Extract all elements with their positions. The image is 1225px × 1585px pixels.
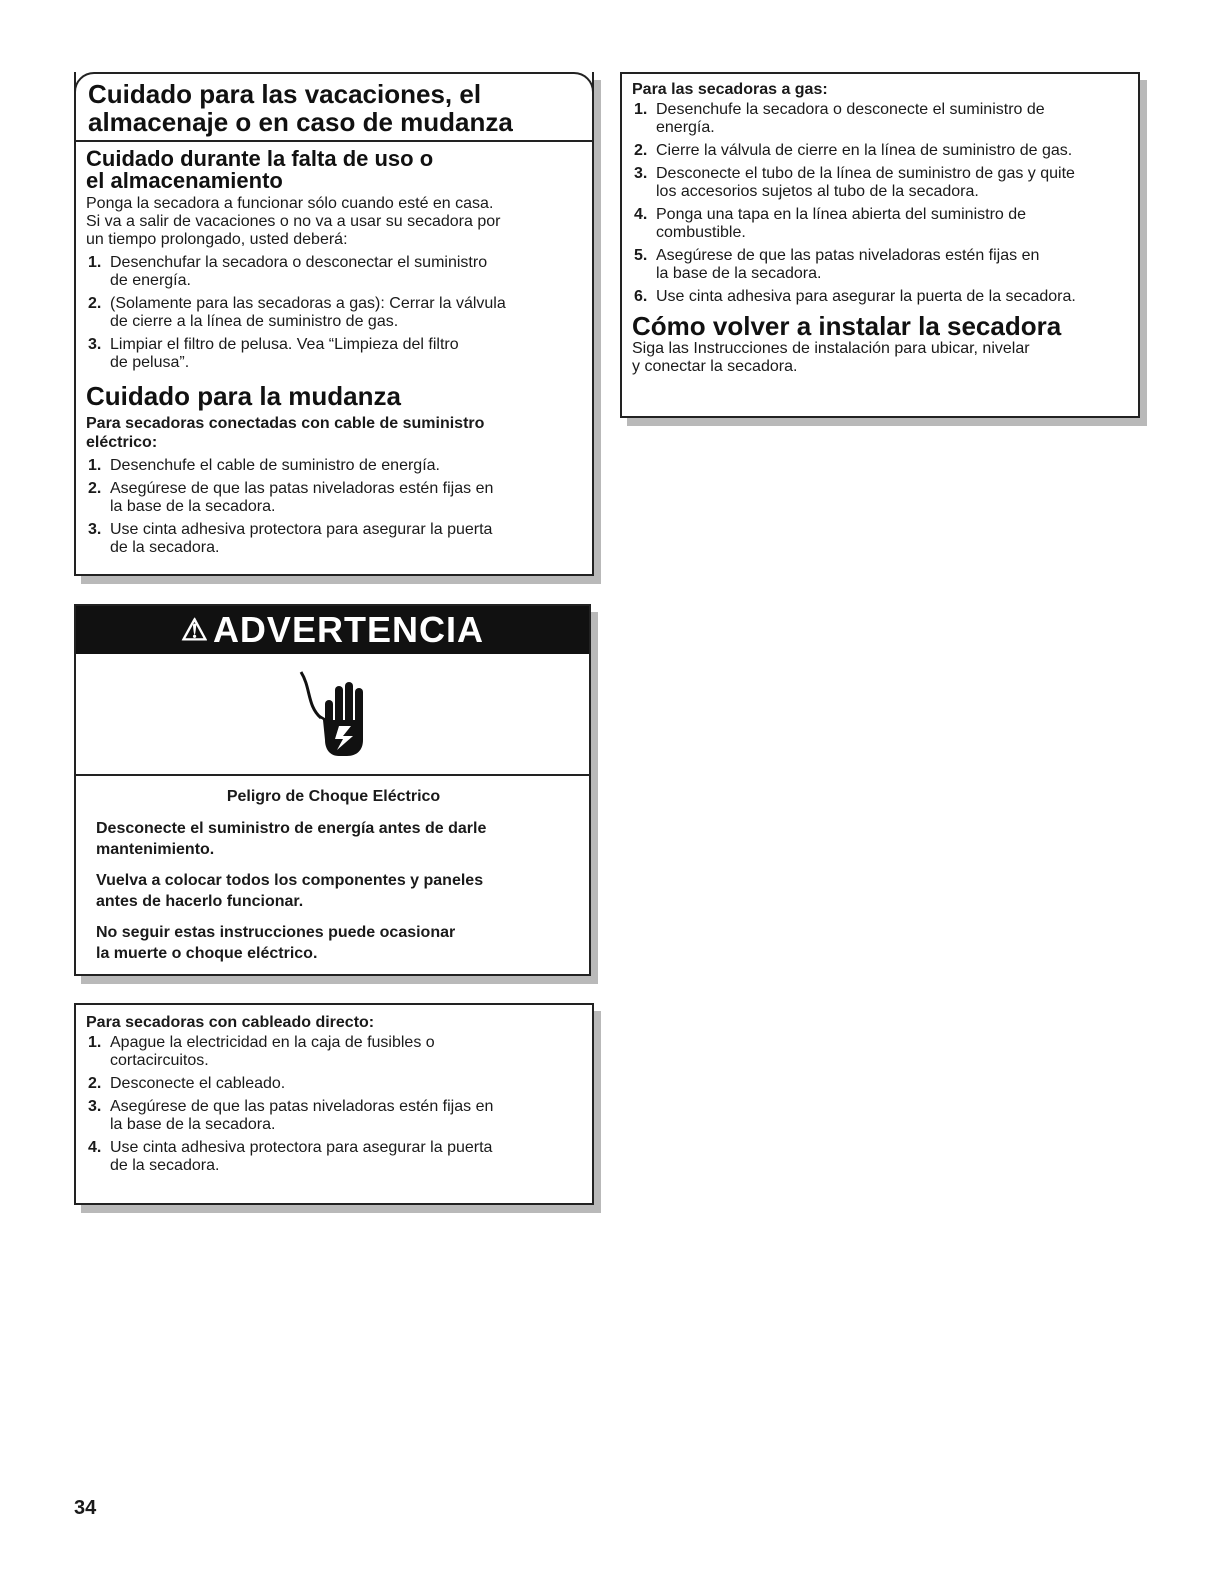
direct-wire-section <box>86 1013 580 1175</box>
list-item: 3. Use cinta adhesiva protectora para asegurar la puerta de la secadora. <box>88 521 493 556</box>
direct-wire-box <box>74 1003 594 1205</box>
warning-line: Vuelva a colocar todos los componentes y paneles antes de hacerlo funcionar. <box>96 872 484 910</box>
list-item: 2. Desconecte el cableado. <box>88 1075 286 1092</box>
list-item: 2. Asegúrese de que las patas niveladoras estén fijas en la base de la secadora. <box>88 480 494 515</box>
list-item: 2. Cierre la válvula de cierre en la línea de suministro de gas. <box>634 142 1073 159</box>
list-item: 1. Apague la electricidad en la caja de fusibles o cortacircuitos. <box>88 1034 435 1069</box>
list-item: 1. Desenchufe la secadora o desconecte el suministro de energía. <box>634 101 1045 136</box>
page-number: 34 <box>74 1497 97 1519</box>
list-item: 3. Limpiar el filtro de pelusa. Vea “Limpieza del filtro de pelusa”. <box>88 336 459 371</box>
storage-heading: Cuidado durante la falta de uso o el almacenamiento <box>86 146 434 193</box>
direct-wire-steps <box>86 1034 580 1175</box>
electric-subheading: Para secadoras conectadas con cable de suministro eléctrico: <box>86 415 485 451</box>
list-item: 4. Ponga una tapa en la línea abierta del suministro de combustible. <box>634 206 1027 241</box>
warning-line: No seguir estas instrucciones puede ocasionar la muerte o choque eléctrico. <box>96 924 456 962</box>
reinstall-heading: Cómo volver a instalar la secadora <box>632 311 1062 341</box>
storage-moving-box <box>74 72 594 576</box>
warning-subtitle: Peligro de Choque Eléctrico <box>226 788 441 805</box>
list-item: 3. Desconecte el tubo de la línea de suministro de gas y quite los accesorios sujetos al tubo de la secadora. <box>634 165 1075 200</box>
gas-heading: Para las secadoras a gas: <box>632 81 828 98</box>
list-item: 2. (Solamente para las secadoras a gas): Cerrar la válvula de cierre a la línea de suministro de gas. <box>88 295 506 330</box>
list-item: 1. Desenchufe el cable de suministro de energía. <box>88 457 440 474</box>
electric-steps <box>86 457 580 557</box>
warning-triangle-icon: ⚠ <box>181 613 209 647</box>
warning-body <box>76 776 589 964</box>
warning-header <box>76 606 589 654</box>
direct-wire-heading: Para secadoras con cableado directo: <box>86 1014 375 1031</box>
storage-intro: Ponga la secadora a funcionar sólo cuando esté en casa. Si va a salir de vacaciones o no va a usar su secadora por un tiempo prolongado, usted deberá: <box>86 195 501 248</box>
list-item: 5. Asegúrese de que las patas niveladoras estén fijas en la base de la secadora. <box>634 247 1040 282</box>
list-item: 4. Use cinta adhesiva protectora para asegurar la puerta de la secadora. <box>88 1139 493 1174</box>
gas-steps <box>632 101 1126 306</box>
list-item: 1. Desenchufar la secadora o desconectar el suministro de energía. <box>88 254 488 289</box>
reinstall-text: Siga las Instrucciones de instalación para ubicar, nivelar y conectar la secadora. <box>632 340 1030 375</box>
main-title-tab <box>74 72 594 142</box>
warning-symbol-area <box>76 654 589 776</box>
list-item: 3. Asegúrese de que las patas niveladoras estén fijas en la base de la secadora. <box>88 1098 494 1133</box>
gas-section <box>632 80 1126 376</box>
warning-line: Desconecte el suministro de energía antes de darle mantenimiento. <box>96 820 487 858</box>
gas-dryer-box <box>620 72 1140 418</box>
moving-heading: Cuidado para la mudanza <box>86 381 401 411</box>
warning-box <box>74 604 591 976</box>
electric-shock-hand-icon <box>295 666 371 762</box>
page-title: Cuidado para las vacaciones, el almacenaje o en caso de mudanza <box>88 79 513 137</box>
warning-header-text: ADVERTENCIA <box>212 609 484 650</box>
storage-section <box>86 148 580 557</box>
list-item: 6. Use cinta adhesiva para asegurar la puerta de la secadora. <box>634 288 1076 305</box>
storage-steps <box>86 254 580 372</box>
